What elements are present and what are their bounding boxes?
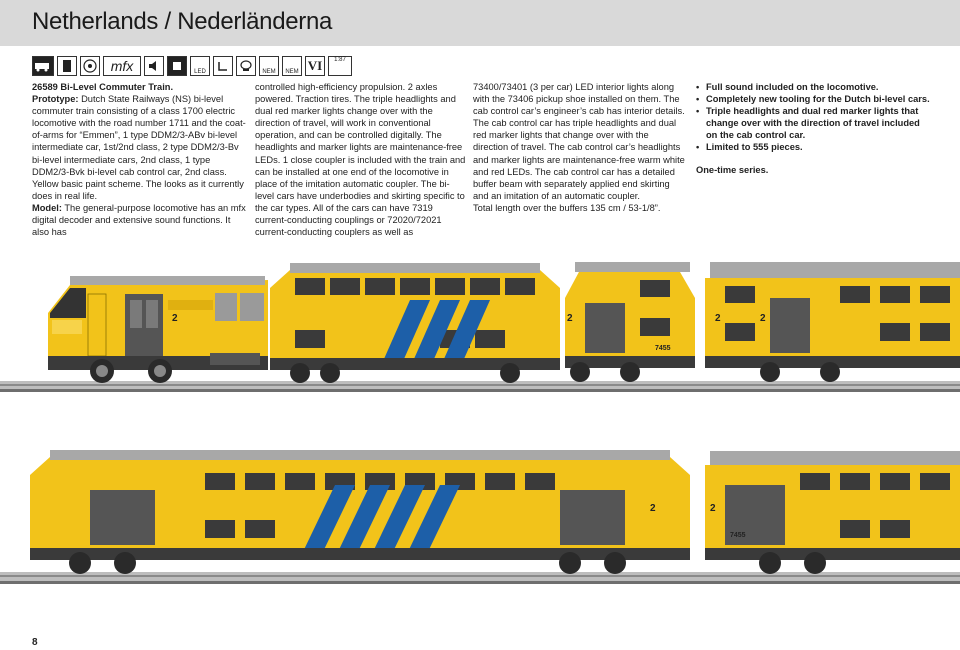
highlight-item: • Full sound included on the locomotive. — [696, 81, 931, 93]
sound-icon — [144, 56, 164, 76]
highlight-item: • Triple headlights and dual red marker lights that change over with the direction of travel included on the cab control car. — [696, 105, 931, 141]
decoder-icon — [80, 56, 100, 76]
prototype-text: Dutch State Railways (NS) bi-level commuter train consisting of a class 1700 electric locomotive with the road number 1711 and the coat-of-arms for “Emmen”, 1 type DDM2/3-ABv bi-level intermediate car, 1st/2nd class, 2 type DDM2/3-Bv bi-level intermediate cars, 2nd class, 1 type DDM2/3-Bvk bi-level cab control car, 2nd class. Yellow basic paint scheme. The looks as it currently does in real life. — [32, 94, 246, 201]
coupler-icon — [213, 56, 233, 76]
highlight-item: • Completely new tooling for the Dutch bi-level cars. — [696, 93, 931, 105]
digital-icon — [57, 56, 77, 76]
function-icon — [167, 56, 187, 76]
class-number: 2 — [760, 313, 766, 324]
bi-level-car-4 — [30, 450, 690, 574]
class-number: 2 — [715, 313, 721, 324]
page-header — [0, 0, 960, 46]
product-title: 26589 Bi-Level Commuter Train. — [32, 82, 174, 92]
class-number: 2 — [650, 503, 656, 514]
one-time-series: One-time series. — [696, 164, 769, 175]
train-illustration-top — [0, 258, 960, 403]
loco-number: 7455 — [655, 345, 671, 352]
page-title: Netherlands / Nederländerna — [32, 8, 333, 35]
col2-text: controlled high-efficiency propulsion. 2 axles powered. Traction tires. The triple headlights and dual red marker lights change over with the direction of travel, will work in conventional operation, and can be controlled digitally. The headlights and marker lights are maintenance-free LEDs. 1 close coupler is included with the train and can be installed at one end of the locomotive in place of the imitation automatic coupler. The bi-level cars have underbodies and skirting specific to the car types. All of the cars can have 7319 current-conducting couplings or 72020/72021 current-conducting couplers as well as — [255, 82, 466, 238]
description-column-1 — [32, 81, 247, 238]
feature-icon-row — [32, 55, 352, 77]
prototype-label: Prototype: — [32, 94, 79, 105]
locomotive — [48, 276, 268, 383]
class-number: 2 — [567, 313, 573, 324]
highlights-column — [696, 81, 931, 176]
cab-control-car — [705, 451, 960, 574]
description-column-2 — [255, 81, 467, 238]
model-label: Model: — [32, 202, 62, 213]
highlight-item: • Limited to 555 pieces. — [696, 141, 931, 153]
description-column-3 — [473, 81, 686, 214]
total-length: Total length over the buffers 135 cm / 53-1/8”. — [473, 202, 661, 213]
col3-text: 73400/73401 (3 per car) LED interior lights along with the 73406 pickup shoe installed on them. The cab control car’s engineer’s cab has interior details. The cab control car has triple headlights and dual red marker lights that change over with the direction of travel. The cab control car’s headlights and marker lights are maintenance-free warm white and red LEDs. The cab control car has a detailed buffer beam with separately applied end skirting and an imitation of an automatic coupler. — [473, 82, 685, 201]
bi-level-car-2 — [565, 262, 695, 382]
mfx-icon: mfx — [103, 56, 141, 76]
class-number: 2 — [172, 313, 178, 324]
page-number: 8 — [32, 637, 38, 648]
led-icon: LED — [190, 56, 210, 76]
train-illustration-bottom — [0, 445, 960, 600]
plug-icon — [236, 56, 256, 76]
bi-level-car-1 — [270, 263, 560, 383]
highlights-list — [696, 81, 931, 154]
bi-level-car-3 — [705, 262, 960, 382]
nem-icon: NEM — [259, 56, 279, 76]
nem-icon-2: NEM — [282, 56, 302, 76]
model-text: The general-purpose locomotive has an mfx digital decoder and extensive sound functions. It also has — [32, 202, 246, 238]
class-number: 2 — [710, 503, 716, 514]
scale-icon: 1:87 — [328, 56, 352, 76]
loco-icon — [32, 56, 54, 76]
era-icon: VI — [305, 56, 325, 76]
loco-number: 7455 — [730, 532, 746, 539]
